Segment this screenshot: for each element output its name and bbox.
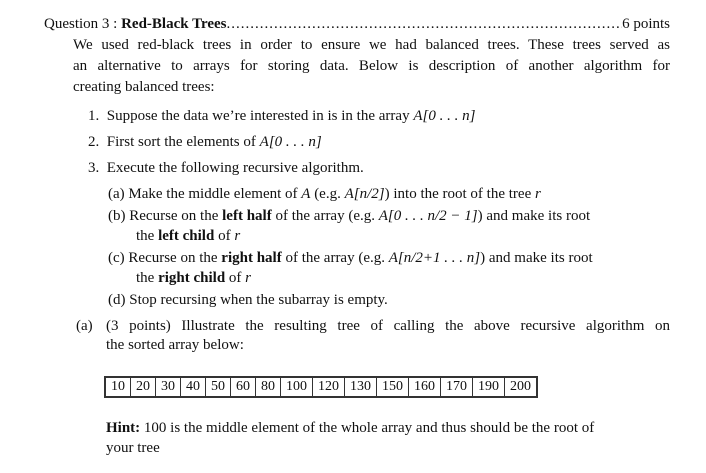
text: Recurse on the <box>129 208 223 224</box>
substep-number: (d) <box>108 292 126 308</box>
text: of <box>214 228 235 244</box>
sorted-array <box>104 376 538 398</box>
math: A <box>301 186 311 202</box>
question-points: 6 points <box>622 16 670 32</box>
substep-c-cont <box>136 268 251 288</box>
text: the <box>136 270 159 286</box>
hint-label: Hint: <box>106 420 141 436</box>
question-label: Question 3 : <box>44 16 118 32</box>
math: A[n/2+1 . . . n] <box>388 250 481 266</box>
text: of <box>225 270 246 286</box>
substep-a <box>108 184 541 204</box>
math: A[0 . . . n] <box>413 108 476 124</box>
substep-d <box>108 290 388 310</box>
array-cell: 130 <box>345 377 377 397</box>
intro-line-2: an alternative to arrays for storing data. Below is description of another algorithm for <box>73 58 670 74</box>
array-cell: 170 <box>441 377 473 397</box>
text: ) into the root of the tree <box>384 186 535 202</box>
text: (e.g. <box>310 186 345 202</box>
array-cell: 160 <box>409 377 441 397</box>
step-2 <box>88 132 322 152</box>
array-cell: 150 <box>377 377 409 397</box>
text: of the array (e.g. <box>271 208 379 224</box>
text: ) and make its root <box>477 208 591 224</box>
bold-text: left half <box>222 208 272 224</box>
array-cell: 120 <box>313 377 345 397</box>
array-cell: 80 <box>256 377 281 397</box>
text: the <box>136 228 159 244</box>
array-cell: 50 <box>206 377 231 397</box>
step-number: 1. <box>88 108 100 124</box>
math: r <box>245 270 252 286</box>
array-cell: 60 <box>231 377 256 397</box>
part-a-number: (a) <box>76 318 93 334</box>
array-cell: 10 <box>105 377 131 397</box>
math: A[n/2] <box>344 186 385 202</box>
substep-b-cont <box>136 226 240 246</box>
text: Stop recursing when the subarray is empty. <box>129 292 388 308</box>
text: ) and make its root <box>480 250 593 266</box>
substep-b <box>108 206 590 226</box>
array-cell: 200 <box>505 377 538 397</box>
bold-text: right child <box>158 270 226 286</box>
step-1 <box>88 106 475 126</box>
leader-dots <box>227 14 623 34</box>
step-3 <box>88 158 364 178</box>
array-cell: 40 <box>181 377 206 397</box>
hint-line-2: your tree <box>106 440 160 456</box>
intro-line-1: We used red-black trees in order to ensure we had balanced trees. These trees served as <box>73 37 670 53</box>
array-cell: 190 <box>473 377 505 397</box>
math: r <box>234 228 241 244</box>
question-title: Red-Black Trees <box>121 16 227 32</box>
substep-number: (b) <box>108 208 126 224</box>
part-a-line-1: (3 points) Illustrate the resulting tree of calling the above recursive algorithm on <box>106 318 670 334</box>
array-cell: 30 <box>156 377 181 397</box>
substep-number: (a) <box>108 186 125 202</box>
math: A[0 . . . n/2 − 1] <box>378 208 478 224</box>
array-cell: 100 <box>281 377 313 397</box>
text: Recurse on the <box>128 250 222 266</box>
bold-text: right half <box>221 250 282 266</box>
part-a-line-2: the sorted array below: <box>106 337 244 353</box>
array-cell: 20 <box>131 377 156 397</box>
step-text: Suppose the data we’re interested in is in the array <box>106 108 414 124</box>
hint-text: 100 is the middle element of the whole array and thus should be the root of <box>140 420 595 436</box>
array-row <box>105 377 537 397</box>
math: A[0 . . . n] <box>259 134 322 150</box>
step-text: First sort the elements of <box>106 134 260 150</box>
text: Make the middle element of <box>128 186 302 202</box>
hint-line-1 <box>106 418 594 438</box>
question-header <box>44 14 670 34</box>
step-text: Execute the following recursive algorithm. <box>106 160 364 176</box>
text: of the array (e.g. <box>281 250 389 266</box>
math: r <box>534 186 541 202</box>
intro-line-3: creating balanced trees: <box>73 79 215 95</box>
substep-number: (c) <box>108 250 125 266</box>
step-number: 3. <box>88 160 100 176</box>
step-number: 2. <box>88 134 100 150</box>
substep-c <box>108 248 593 268</box>
bold-text: left child <box>158 228 215 244</box>
